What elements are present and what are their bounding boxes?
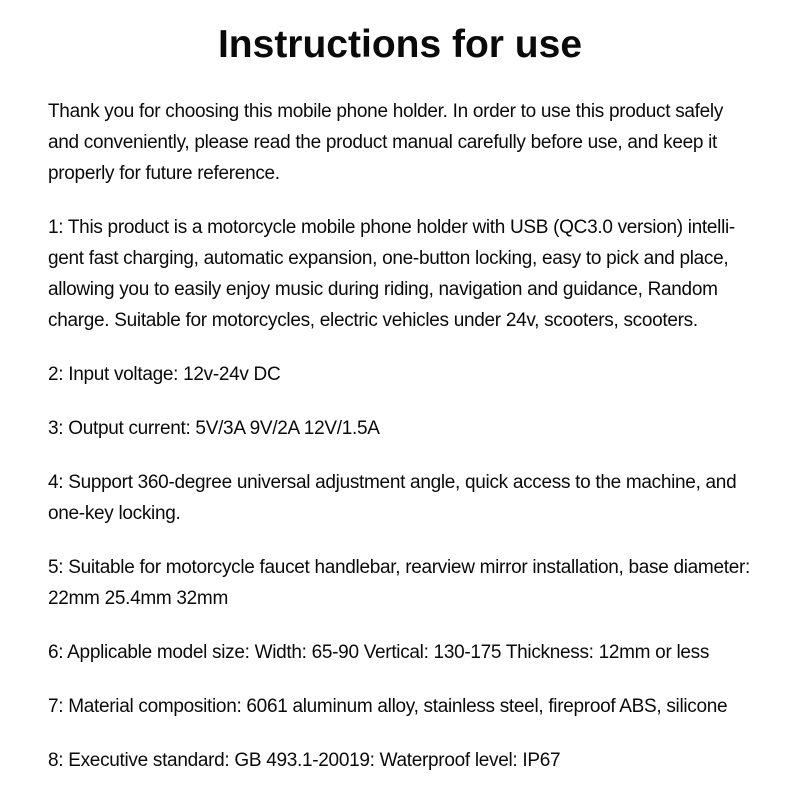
paragraph-item-6-line: 6: Applicable model size: Width: 65-90 Vertical: 130-175 Thickness: 12mm or less <box>48 641 710 663</box>
paragraph-item-1 <box>48 212 756 336</box>
paragraph-item-3-line: 3: Output current: 5V/3A 9V/2A 12V/1.5A <box>48 417 380 439</box>
paragraph-intro-line: properly for future reference. <box>48 162 280 184</box>
paragraph-item-5-line: 5: Suitable for motorcycle faucet handlebar, rearview mirror installation, base diameter: <box>48 556 750 578</box>
paragraph-item-4 <box>48 467 756 529</box>
paragraph-item-8-line: 8: Executive standard: GB 493.1-20019: Waterproof level: IP67 <box>48 749 561 771</box>
paragraph-item-4-line: one-key locking. <box>48 502 181 524</box>
paragraph-item-1-line: gent fast charging, automatic expansion, one-button locking, easy to pick and place, <box>48 247 729 269</box>
paragraph-item-4-line: 4: Support 360-degree universal adjustment angle, quick access to the machine, and <box>48 471 737 493</box>
paragraph-item-1-line: charge. Suitable for motorcycles, electric vehicles under 24v, scooters, scooters. <box>48 309 698 331</box>
paragraph-item-7 <box>48 691 756 722</box>
paragraph-item-5-line: 22mm 25.4mm 32mm <box>48 587 228 609</box>
paragraph-item-1-line: 1: This product is a motorcycle mobile phone holder with USB (QC3.0 version) intelli- <box>48 216 735 238</box>
paragraph-intro-line: and conveniently, please read the product manual carefully before use, and keep it <box>48 131 717 153</box>
paragraph-item-5 <box>48 552 756 614</box>
paragraph-item-6 <box>48 637 756 668</box>
paragraph-item-7-line: 7: Material composition: 6061 aluminum alloy, stainless steel, fireproof ABS, silicone <box>48 695 728 717</box>
paragraph-intro <box>48 96 756 189</box>
paragraph-item-8 <box>48 745 756 776</box>
paragraph-intro-line: Thank you for choosing this mobile phone holder. In order to use this product safely <box>48 100 724 122</box>
page-title: Instructions for use <box>217 23 583 66</box>
paragraph-item-2 <box>48 359 756 390</box>
paragraph-item-3 <box>48 413 756 444</box>
paragraph-list <box>0 69 800 776</box>
paragraph-item-2-line: 2: Input voltage: 12v-24v DC <box>48 363 281 385</box>
paragraph-item-1-line: allowing you to easily enjoy music during riding, navigation and guidance, Random <box>48 278 718 300</box>
